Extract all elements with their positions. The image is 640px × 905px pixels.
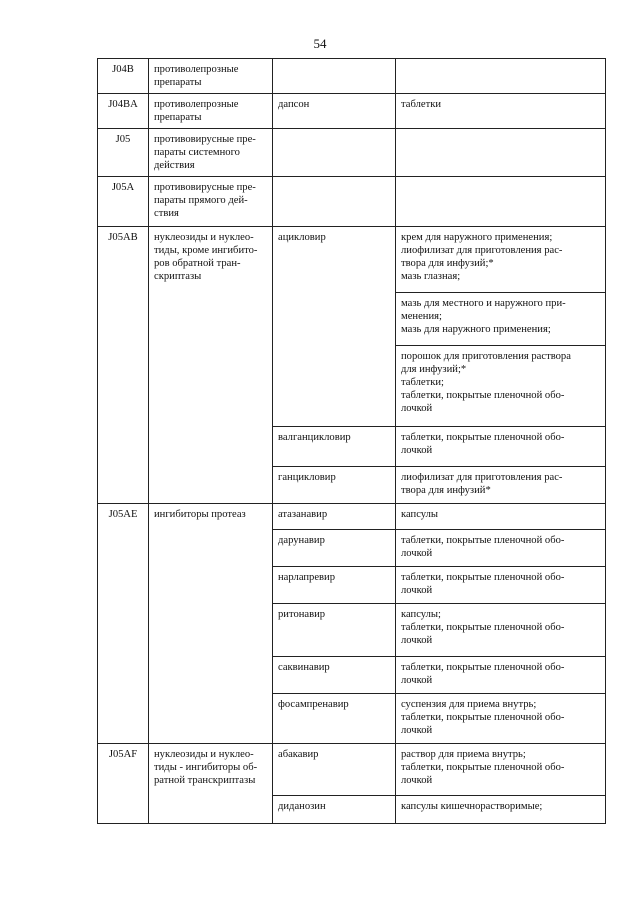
table-row	[98, 504, 606, 530]
dosage-form-cell: капсулы	[396, 504, 606, 530]
drug-name-cell: абакавир	[273, 744, 396, 796]
drug-name-cell: валганцикловир	[273, 427, 396, 467]
table-row	[98, 59, 606, 94]
table-row	[98, 177, 606, 227]
dosage-form-cell: лиофилизат для приготовления рас- твора для инфузий*	[396, 467, 606, 504]
atc-code-cell: J05AF	[98, 744, 149, 824]
atc-code-cell: J05A	[98, 177, 149, 227]
dosage-form-cell: мазь для местного и наружного при- менения; мазь для наружного применения;	[396, 293, 606, 346]
drug-classification-table	[97, 58, 606, 824]
group-name-cell: ингибиторы протеаз	[149, 504, 273, 744]
drug-name-cell: атазанавир	[273, 504, 396, 530]
group-name-cell: противолепрозные препараты	[149, 94, 273, 129]
atc-code-cell: J05AB	[98, 227, 149, 504]
table-row	[98, 227, 606, 293]
group-name-cell: противолепрозные препараты	[149, 59, 273, 94]
atc-code-cell: J04B	[98, 59, 149, 94]
dosage-form-cell: таблетки, покрытые пленочной обо- лочкой	[396, 657, 606, 694]
drug-name-cell: ритонавир	[273, 604, 396, 657]
dosage-form-cell: порошок для приготовления раствора для инфузий;* таблетки; таблетки, покрытые пленочной обо- лочкой	[396, 346, 606, 427]
group-name-cell: противовирусные пре- параты системного действия	[149, 129, 273, 177]
drug-name-cell: дарунавир	[273, 530, 396, 567]
table-row	[98, 129, 606, 177]
drug-name-cell	[273, 129, 396, 177]
dosage-form-cell: крем для наружного применения; лиофилизат для приготовления рас- твора для инфузий;* мазь глазная;	[396, 227, 606, 293]
drug-name-cell: ганцикловир	[273, 467, 396, 504]
table-row	[98, 744, 606, 796]
drug-name-cell: нарлапревир	[273, 567, 396, 604]
dosage-form-cell: раствор для приема внутрь; таблетки, покрытые пленочной обо- лочкой	[396, 744, 606, 796]
dosage-form-cell: капсулы; таблетки, покрытые пленочной обо- лочкой	[396, 604, 606, 657]
dosage-form-cell: таблетки, покрытые пленочной обо- лочкой	[396, 530, 606, 567]
group-name-cell: нуклеозиды и нуклео- тиды, кроме ингибито- ров обратной тран- скриптазы	[149, 227, 273, 504]
group-name-cell: противовирусные пре- параты прямого дей- ствия	[149, 177, 273, 227]
dosage-form-cell: таблетки	[396, 94, 606, 129]
dosage-form-cell: таблетки, покрытые пленочной обо- лочкой	[396, 427, 606, 467]
drug-name-cell: ацикловир	[273, 227, 396, 427]
dosage-form-cell: капсулы кишечнорастворимые;	[396, 796, 606, 824]
atc-code-cell: J05AE	[98, 504, 149, 744]
group-name-cell: нуклеозиды и нуклео- тиды - ингибиторы об- ратной транскриптазы	[149, 744, 273, 824]
drug-name-cell: саквинавир	[273, 657, 396, 694]
dosage-form-cell	[396, 59, 606, 94]
atc-code-cell: J04BA	[98, 94, 149, 129]
dosage-form-cell: суспензия для приема внутрь; таблетки, покрытые пленочной обо- лочкой	[396, 694, 606, 744]
drug-name-cell	[273, 59, 396, 94]
drug-name-cell	[273, 177, 396, 227]
page-number: 54	[313, 36, 327, 51]
table-row	[98, 94, 606, 129]
drug-name-cell: дапсон	[273, 94, 396, 129]
dosage-form-cell	[396, 177, 606, 227]
drug-name-cell: диданозин	[273, 796, 396, 824]
dosage-form-cell	[396, 129, 606, 177]
drug-name-cell: фосампренавир	[273, 694, 396, 744]
atc-code-cell: J05	[98, 129, 149, 177]
dosage-form-cell: таблетки, покрытые пленочной обо- лочкой	[396, 567, 606, 604]
